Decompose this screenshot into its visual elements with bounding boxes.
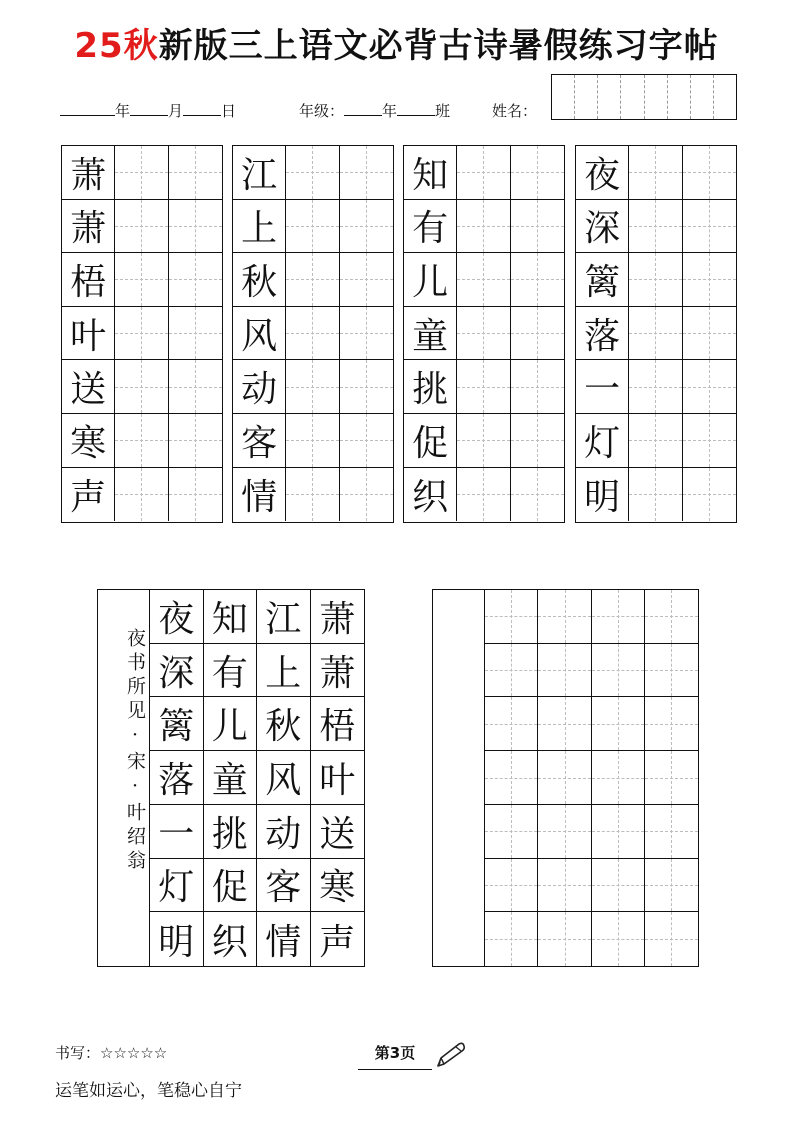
poem-characters: [150, 590, 364, 966]
poem-cell: [257, 859, 311, 912]
motto: 运笔如运心，笔稳心自宁: [55, 1081, 242, 1101]
blank-row: [485, 590, 698, 644]
practice-row: [233, 414, 393, 468]
tracing-cell[interactable]: [485, 805, 538, 858]
model-cell: [576, 200, 629, 253]
tracing-cell[interactable]: [538, 590, 591, 643]
tracing-cell[interactable]: [286, 253, 339, 306]
model-character: 上: [241, 208, 278, 250]
practice-row: [404, 414, 564, 468]
date-fields: [60, 100, 236, 121]
poem-row: [150, 590, 364, 644]
blank-row: [485, 805, 698, 859]
tracing-cell[interactable]: [592, 644, 645, 697]
tracing-cell[interactable]: [538, 805, 591, 858]
tracing-cell[interactable]: [340, 307, 393, 360]
model-character: 夜: [584, 154, 621, 196]
practice-row: [404, 146, 564, 200]
model-cell: [576, 414, 629, 467]
model-character: 萧: [70, 208, 107, 250]
poem-cell: [257, 805, 311, 858]
grade-year-blank[interactable]: [344, 101, 382, 116]
blank-practice-grid: [432, 589, 699, 967]
practice-row: [233, 146, 393, 200]
tracing-cell[interactable]: [683, 146, 736, 199]
tracing-cell[interactable]: [592, 859, 645, 912]
model-cell: [404, 200, 457, 253]
practice-row: [576, 307, 736, 361]
practice-row: [233, 307, 393, 361]
tracing-cell[interactable]: [340, 200, 393, 253]
model-character: 客: [241, 422, 278, 464]
model-character: 篱: [584, 261, 621, 303]
model-character: 明: [584, 476, 621, 518]
tracing-cell[interactable]: [645, 859, 698, 912]
practice-row: [62, 414, 222, 468]
practice-row: [233, 468, 393, 522]
model-character: 寒: [70, 422, 107, 464]
poem-cell: [204, 859, 258, 912]
model-character: 送: [70, 369, 107, 411]
poem-row: [150, 805, 364, 859]
tracing-cell[interactable]: [629, 414, 682, 467]
year-blank[interactable]: [60, 101, 115, 116]
model-cell: [576, 307, 629, 360]
model-cell: [404, 414, 457, 467]
model-character: 梧: [70, 261, 107, 303]
tracing-cell[interactable]: [115, 360, 168, 413]
practice-row: [404, 307, 564, 361]
poem-cell: [150, 805, 204, 858]
model-character: 促: [211, 867, 248, 909]
page-number: 第3页: [358, 1042, 432, 1070]
poem-cell: [311, 697, 365, 750]
model-character: 风: [265, 760, 302, 802]
tracing-cell[interactable]: [683, 414, 736, 467]
practice-row: [62, 468, 222, 522]
model-character: 织: [412, 476, 449, 518]
year-suffix: 年: [115, 102, 131, 120]
grade-fields: [299, 100, 450, 121]
poem-row: [150, 912, 364, 966]
blank-row: [485, 912, 698, 966]
poem-cell: [311, 859, 365, 912]
writing-rating: [55, 1042, 167, 1063]
blank-attribution-cell[interactable]: [433, 590, 485, 966]
grade-label: 年级：: [299, 102, 345, 120]
tracing-cell[interactable]: [286, 307, 339, 360]
model-cell: [62, 253, 115, 306]
tracing-cell[interactable]: [169, 253, 222, 306]
tracing-cell[interactable]: [592, 697, 645, 750]
tracing-cell[interactable]: [340, 360, 393, 413]
model-cell: [62, 468, 115, 522]
poem-cell: [257, 697, 311, 750]
model-cell: [233, 146, 286, 199]
model-cell: [576, 146, 629, 199]
model-character: 声: [319, 921, 356, 963]
model-character: 落: [158, 760, 195, 802]
model-cell: [404, 146, 457, 199]
tracing-cell[interactable]: [115, 414, 168, 467]
blank-row: [485, 697, 698, 751]
model-character: 深: [158, 652, 195, 694]
blank-practice-cells[interactable]: [485, 590, 698, 966]
practice-row: [233, 200, 393, 254]
practice-row: [233, 360, 393, 414]
model-character: 挑: [412, 369, 449, 411]
practice-row: [404, 360, 564, 414]
practice-row: [62, 307, 222, 361]
tracing-cell[interactable]: [115, 468, 168, 522]
model-character: 一: [584, 369, 621, 411]
model-character: 情: [265, 921, 302, 963]
model-character: 一: [158, 813, 195, 855]
tracing-cell[interactable]: [485, 751, 538, 804]
tracing-cell[interactable]: [485, 644, 538, 697]
tracing-cell[interactable]: [457, 468, 510, 522]
tracing-cell[interactable]: [115, 146, 168, 199]
poem-cell: [204, 805, 258, 858]
model-character: 灯: [158, 867, 195, 909]
tracing-cell[interactable]: [169, 468, 222, 522]
tracing-cell[interactable]: [511, 360, 564, 413]
tracing-cell[interactable]: [538, 644, 591, 697]
practice-row: [62, 146, 222, 200]
poem-cell: [150, 751, 204, 804]
tracing-cell[interactable]: [286, 414, 339, 467]
poem-cell: [150, 912, 204, 966]
poem-cell: [311, 805, 365, 858]
tracing-cell[interactable]: [169, 360, 222, 413]
model-character: 儿: [412, 261, 449, 303]
tracing-cell[interactable]: [592, 751, 645, 804]
poem-grid: [97, 589, 365, 967]
tracing-cell[interactable]: [485, 859, 538, 912]
poem-cell: [257, 751, 311, 804]
model-character: 明: [158, 921, 195, 963]
model-character: 儿: [211, 706, 248, 748]
poem-cell: [204, 644, 258, 697]
model-character: 织: [211, 921, 248, 963]
model-cell: [233, 200, 286, 253]
model-cell: [62, 414, 115, 467]
tracing-cell[interactable]: [538, 751, 591, 804]
poem-cell: [257, 644, 311, 697]
tracing-cell[interactable]: [286, 468, 339, 522]
model-cell: [62, 360, 115, 413]
tracing-cell[interactable]: [457, 307, 510, 360]
practice-column-3: [403, 145, 565, 523]
model-cell: [576, 468, 629, 522]
model-character: 促: [412, 422, 449, 464]
poem-cell: [150, 590, 204, 643]
tracing-cell[interactable]: [683, 253, 736, 306]
practice-row: [62, 253, 222, 307]
tracing-cell[interactable]: [683, 307, 736, 360]
tracing-cell[interactable]: [511, 146, 564, 199]
tracing-cell[interactable]: [169, 307, 222, 360]
model-character: 江: [241, 154, 278, 196]
tracing-cell[interactable]: [629, 253, 682, 306]
model-cell: [233, 360, 286, 413]
model-character: 夜: [158, 598, 195, 640]
model-character: 童: [412, 315, 449, 357]
poem-cell: [150, 859, 204, 912]
practice-row: [576, 360, 736, 414]
poem-cell: [204, 697, 258, 750]
poem-cell: [204, 751, 258, 804]
tracing-cell[interactable]: [340, 414, 393, 467]
practice-row: [576, 253, 736, 307]
tracing-cell[interactable]: [169, 200, 222, 253]
rating-stars[interactable]: ☆☆☆☆☆: [100, 1044, 168, 1062]
tracing-cell[interactable]: [511, 200, 564, 253]
model-character: 有: [412, 208, 449, 250]
tracing-cell[interactable]: [340, 253, 393, 306]
poem-cell: [311, 912, 365, 966]
tracing-cell[interactable]: [538, 697, 591, 750]
model-character: 江: [265, 598, 302, 640]
model-character: 萧: [319, 652, 356, 694]
model-character: 秋: [265, 706, 302, 748]
tracing-cell[interactable]: [340, 146, 393, 199]
page-title: [0, 18, 793, 67]
model-character: 深: [584, 208, 621, 250]
model-character: 秋: [241, 261, 278, 303]
tracing-cell[interactable]: [485, 697, 538, 750]
model-character: 上: [265, 652, 302, 694]
practice-column-1: [61, 145, 223, 523]
tracing-cell[interactable]: [629, 360, 682, 413]
tracing-cell[interactable]: [592, 912, 645, 966]
tracing-cell[interactable]: [485, 590, 538, 643]
poem-cell: [311, 590, 365, 643]
tracing-cell[interactable]: [683, 468, 736, 522]
grade-class-blank[interactable]: [397, 101, 435, 116]
tracing-cell[interactable]: [286, 146, 339, 199]
practice-row: [576, 200, 736, 254]
tracing-cell[interactable]: [115, 307, 168, 360]
tracing-cell[interactable]: [115, 253, 168, 306]
practice-row: [233, 253, 393, 307]
model-cell: [233, 414, 286, 467]
tracing-cell[interactable]: [629, 146, 682, 199]
poem-row: [150, 697, 364, 751]
tracing-cell[interactable]: [645, 805, 698, 858]
tracing-cell[interactable]: [538, 912, 591, 966]
tracing-cell[interactable]: [115, 200, 168, 253]
model-cell: [62, 200, 115, 253]
tracing-cell[interactable]: [645, 644, 698, 697]
model-cell: [404, 253, 457, 306]
poem-cell: [204, 912, 258, 966]
model-character: 童: [211, 760, 248, 802]
model-character: 叶: [319, 760, 356, 802]
model-character: 动: [265, 813, 302, 855]
poem-cell: [311, 751, 365, 804]
month-suffix: 月: [168, 102, 184, 120]
name-box[interactable]: [551, 74, 737, 120]
model-character: 送: [319, 813, 356, 855]
model-character: 萧: [70, 154, 107, 196]
poem-row: [150, 644, 364, 698]
tracing-cell[interactable]: [683, 360, 736, 413]
poem-cell: [150, 644, 204, 697]
tracing-cell[interactable]: [683, 200, 736, 253]
tracing-cell[interactable]: [485, 912, 538, 966]
model-character: 风: [241, 315, 278, 357]
tracing-cell[interactable]: [340, 468, 393, 522]
model-character: 知: [211, 598, 248, 640]
tracing-cell[interactable]: [286, 200, 339, 253]
model-cell: [576, 360, 629, 413]
model-cell: [233, 253, 286, 306]
tracing-cell[interactable]: [645, 751, 698, 804]
poem-cell: [257, 912, 311, 966]
poem-cell: [311, 644, 365, 697]
model-cell: [233, 307, 286, 360]
model-character: 萧: [319, 598, 356, 640]
model-cell: [233, 468, 286, 522]
model-character: 情: [241, 476, 278, 518]
tracing-cell[interactable]: [286, 360, 339, 413]
tracing-cell[interactable]: [511, 468, 564, 522]
model-cell: [404, 307, 457, 360]
model-character: 灯: [584, 422, 621, 464]
poem-cell: [150, 697, 204, 750]
model-cell: [404, 468, 457, 522]
tracing-cell[interactable]: [592, 805, 645, 858]
title-season: 25秋: [74, 26, 159, 66]
practice-row: [404, 200, 564, 254]
tracing-cell[interactable]: [511, 414, 564, 467]
practice-row: [576, 146, 736, 200]
model-character: 知: [412, 154, 449, 196]
tracing-cell[interactable]: [511, 253, 564, 306]
model-cell: [62, 307, 115, 360]
tracing-cell[interactable]: [645, 697, 698, 750]
poem-attribution: 夜书所见·宋·叶绍翁: [124, 628, 146, 874]
practice-row: [576, 414, 736, 468]
practice-row: [62, 360, 222, 414]
tracing-cell[interactable]: [645, 590, 698, 643]
day-suffix: 日: [221, 102, 237, 120]
model-character: 有: [211, 652, 248, 694]
tracing-cell[interactable]: [457, 200, 510, 253]
tracing-cell[interactable]: [457, 253, 510, 306]
practice-column-2: [232, 145, 394, 523]
tracing-cell[interactable]: [511, 307, 564, 360]
model-character: 挑: [211, 813, 248, 855]
model-cell: [576, 253, 629, 306]
practice-row: [404, 468, 564, 522]
tracing-cell[interactable]: [169, 146, 222, 199]
model-character: 叶: [70, 315, 107, 357]
month-blank[interactable]: [130, 101, 168, 116]
poem-attribution-cell: [98, 590, 150, 966]
model-character: 声: [70, 476, 107, 518]
day-blank[interactable]: [183, 101, 221, 116]
pen-icon: [432, 1040, 468, 1070]
blank-row: [485, 859, 698, 913]
tracing-cell[interactable]: [629, 307, 682, 360]
tracing-cell[interactable]: [629, 200, 682, 253]
tracing-cell[interactable]: [592, 590, 645, 643]
poem-row: [150, 859, 364, 913]
poem-row: [150, 751, 364, 805]
tracing-cell[interactable]: [457, 414, 510, 467]
tracing-cell[interactable]: [457, 146, 510, 199]
model-character: 落: [584, 315, 621, 357]
tracing-cell[interactable]: [629, 468, 682, 522]
model-character: 寒: [319, 867, 356, 909]
blank-row: [485, 644, 698, 698]
model-cell: [404, 360, 457, 413]
tracing-cell[interactable]: [169, 414, 222, 467]
tracing-cell[interactable]: [457, 360, 510, 413]
poem-cell: [257, 590, 311, 643]
blank-row: [485, 751, 698, 805]
tracing-cell[interactable]: [538, 859, 591, 912]
model-character: 梧: [319, 706, 356, 748]
practice-row: [576, 468, 736, 522]
grade-class-suffix: 班: [435, 102, 451, 120]
model-character: 动: [241, 369, 278, 411]
grade-year-suffix: 年: [382, 102, 398, 120]
model-cell: [62, 146, 115, 199]
practice-column-4: [575, 145, 737, 523]
model-character: 客: [265, 867, 302, 909]
name-label: 姓名：: [492, 102, 538, 120]
practice-row: [62, 200, 222, 254]
tracing-cell[interactable]: [645, 912, 698, 966]
rating-label: 书写：: [55, 1044, 101, 1062]
practice-row: [404, 253, 564, 307]
model-character: 篱: [158, 706, 195, 748]
title-text: 新版三上语文必背古诗暑假练习字帖: [158, 26, 719, 66]
poem-cell: [204, 590, 258, 643]
